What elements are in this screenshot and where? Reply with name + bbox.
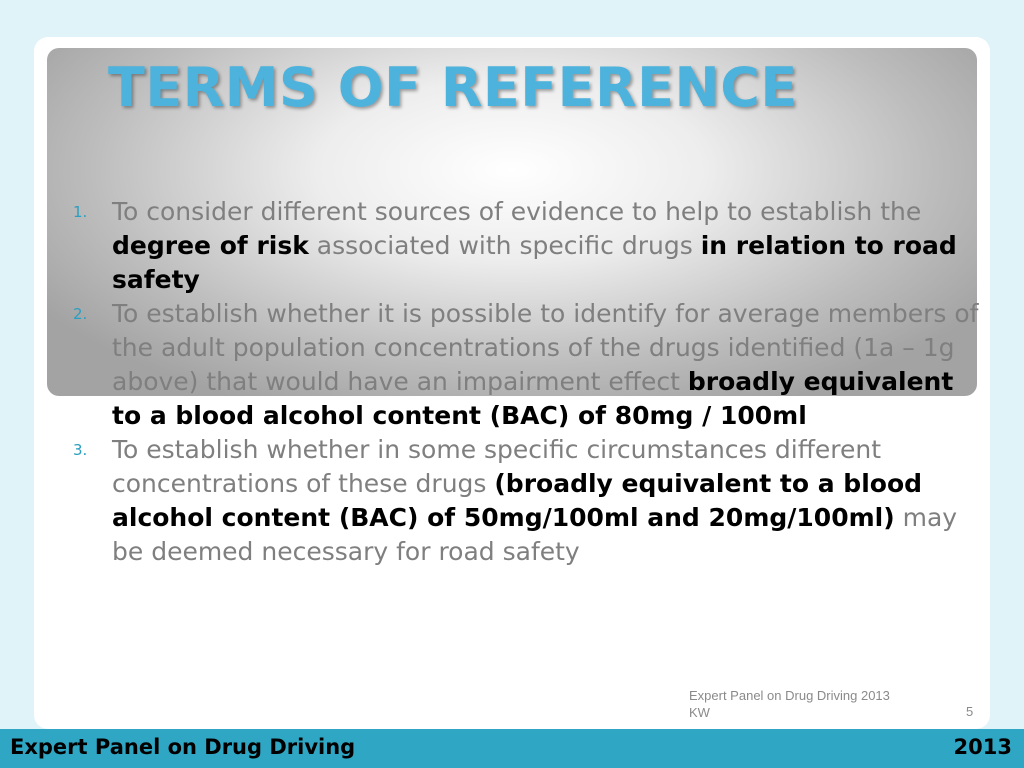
bottom-bar-title: Expert Panel on Drug Driving xyxy=(10,735,356,759)
bottom-bar-year: 2013 xyxy=(953,735,1012,759)
list-number-3: 3. xyxy=(73,441,88,459)
terms-list xyxy=(70,195,982,569)
item-1-bold-a: degree of risk xyxy=(112,231,309,260)
list-item-1 xyxy=(70,195,982,297)
footer-line-1: Expert Panel on Drug Driving 2013 xyxy=(689,688,890,703)
list-item-2 xyxy=(70,297,982,433)
item-2-text-a: To establish whether it is possible to identify for average members of the adult population concentrations of the drugs identified (1a – 1g above) that would have an impairment effect xyxy=(112,299,979,396)
slide-footer xyxy=(689,687,890,721)
list-number-1: 1. xyxy=(73,203,88,221)
item-3-text-b: may be deemed necessary for road safety xyxy=(112,503,958,566)
item-3-text-a: To establish whether in some specific circumstances different concentrations of these drugs xyxy=(112,435,882,498)
list-number-2: 2. xyxy=(73,305,88,323)
footer-line-2: KW xyxy=(689,705,710,720)
item-1-bold-b: in relation to road safety xyxy=(112,231,957,294)
list-item-3 xyxy=(70,433,982,569)
slide-title: TERMS OF REFERENCE xyxy=(108,56,798,119)
item-1-text-b: associated with specific drugs xyxy=(308,231,701,260)
bottom-bar xyxy=(0,729,1024,768)
page-number: 5 xyxy=(966,704,974,719)
item-2-bold-a: broadly equivalent to a blood alcohol content (BAC) of 80mg / 100ml xyxy=(112,367,954,430)
item-3-bold-a: (broadly equivalent to a blood alcohol content (BAC) of 50mg/100ml and 20mg/100ml) xyxy=(112,469,923,532)
item-1-text-a: To consider different sources of evidence to help to establish the xyxy=(112,197,922,226)
